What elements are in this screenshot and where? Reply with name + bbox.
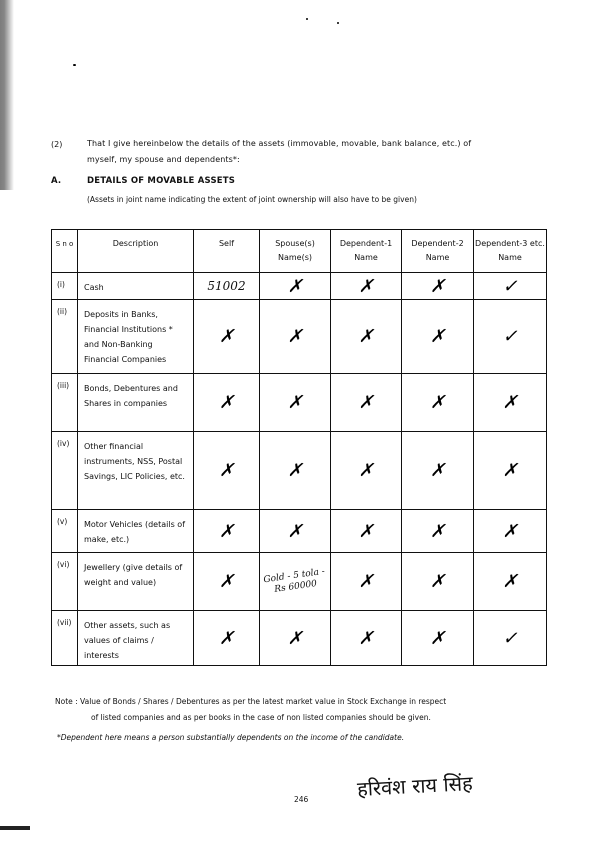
header-self: Self bbox=[194, 230, 260, 273]
cross-mark: ✗ bbox=[429, 392, 446, 413]
intro-line-1: That I give hereinbelow the details of the assets (immovable, movable, bank balance, etc.) of bbox=[87, 139, 472, 148]
cell-spouse bbox=[260, 553, 331, 611]
cross-mark: ✗ bbox=[218, 460, 235, 481]
cross-mark: ✗ bbox=[287, 275, 303, 297]
cross-mark: ✗ bbox=[358, 460, 374, 481]
cell-dependent-2 bbox=[402, 553, 474, 611]
cell-dependent-1 bbox=[331, 432, 402, 510]
row-description: Cash bbox=[78, 273, 194, 300]
cross-mark: ✗ bbox=[429, 627, 446, 649]
section-letter: A. bbox=[51, 176, 62, 186]
header-dependent-2: Dependent-2 Name bbox=[402, 230, 474, 273]
cross-mark: ✗ bbox=[287, 627, 303, 649]
table-row bbox=[52, 300, 547, 374]
scan-edge-shadow bbox=[0, 0, 14, 190]
cross-mark: ✗ bbox=[502, 571, 518, 592]
table-row bbox=[52, 553, 547, 611]
note-line-1: Note : Value of Bonds / Shares / Debentures as per the latest market value in Stock Exchange in respect bbox=[55, 697, 447, 706]
cross-mark: ✗ bbox=[429, 326, 446, 347]
scan-speck bbox=[306, 18, 308, 20]
cell-self bbox=[194, 510, 260, 553]
scan-speck bbox=[337, 22, 339, 24]
table-row bbox=[52, 611, 547, 666]
cell-dependent-3 bbox=[474, 611, 547, 666]
row-description: Bonds, Debentures and Shares in companies bbox=[78, 374, 194, 432]
scan-speck bbox=[73, 64, 76, 66]
cell-dependent-1 bbox=[331, 553, 402, 611]
cell-spouse bbox=[260, 510, 331, 553]
cross-mark: ✗ bbox=[287, 326, 303, 347]
cross-mark: ✗ bbox=[358, 392, 374, 413]
cross-mark: ✗ bbox=[358, 275, 374, 297]
cell-dependent-3 bbox=[474, 553, 547, 611]
table-row bbox=[52, 374, 547, 432]
cell-dependent-1 bbox=[331, 510, 402, 553]
cross-mark: ✗ bbox=[218, 520, 235, 542]
cell-dependent-1 bbox=[331, 374, 402, 432]
cross-mark: ✗ bbox=[287, 392, 303, 413]
tick-mark: ✓ bbox=[502, 326, 518, 347]
handwritten-jewellery-note: Gold - 5 tola - Rs 60000 bbox=[262, 566, 326, 595]
cross-mark: ✗ bbox=[218, 392, 235, 413]
cell-dependent-3 bbox=[474, 510, 547, 553]
cell-self bbox=[194, 300, 260, 374]
cell-dependent-2 bbox=[402, 300, 474, 374]
cell-dependent-2 bbox=[402, 374, 474, 432]
cell-dependent-1 bbox=[331, 611, 402, 666]
cross-mark: ✗ bbox=[358, 627, 374, 649]
header-sno: S n o bbox=[52, 230, 78, 273]
cross-mark: ✗ bbox=[502, 520, 518, 542]
cell-dependent-2 bbox=[402, 510, 474, 553]
cell-spouse bbox=[260, 273, 331, 300]
row-description: Other financial instruments, NSS, Postal Savings, LIC Policies, etc. bbox=[78, 432, 194, 510]
cell-dependent-3 bbox=[474, 374, 547, 432]
cross-mark: ✗ bbox=[218, 627, 235, 649]
section-subtitle: (Assets in joint name indicating the extent of joint ownership will also have to be given) bbox=[87, 195, 417, 204]
cell-dependent-3 bbox=[474, 273, 547, 300]
cross-mark: ✗ bbox=[218, 571, 235, 592]
table-row bbox=[52, 273, 547, 300]
row-sno: (iv) bbox=[52, 432, 78, 510]
note-block bbox=[55, 694, 555, 726]
cell-spouse bbox=[260, 611, 331, 666]
cross-mark: ✗ bbox=[358, 571, 374, 592]
cross-mark: ✗ bbox=[429, 520, 446, 542]
header-spouse: Spouse(s) Name(s) bbox=[260, 230, 331, 273]
cross-mark: ✗ bbox=[502, 460, 518, 481]
row-description: Other assets, such as values of claims / interests bbox=[78, 611, 194, 666]
cross-mark: ✗ bbox=[502, 392, 518, 413]
table-row bbox=[52, 432, 547, 510]
cell-self bbox=[194, 432, 260, 510]
cross-mark: ✗ bbox=[287, 520, 303, 542]
row-description: Jewellery (give details of weight and value) bbox=[78, 553, 194, 611]
signature: हरिवंश राय सिंह bbox=[356, 770, 474, 802]
item-number: (2) bbox=[51, 140, 63, 149]
table-header-row bbox=[52, 230, 547, 273]
cell-spouse bbox=[260, 300, 331, 374]
cross-mark: ✗ bbox=[358, 520, 374, 542]
intro-paragraph bbox=[87, 136, 557, 168]
cross-mark: ✗ bbox=[429, 460, 446, 481]
row-sno: (v) bbox=[52, 510, 78, 553]
row-sno: (i) bbox=[52, 273, 78, 300]
cell-self bbox=[194, 374, 260, 432]
cell-spouse bbox=[260, 374, 331, 432]
handwritten-amount: 51002 bbox=[207, 279, 246, 293]
cell-self bbox=[194, 273, 260, 300]
header-dependent-1: Dependent-1 Name bbox=[331, 230, 402, 273]
cell-dependent-1 bbox=[331, 300, 402, 374]
intro-line-2: myself, my spouse and dependents*: bbox=[87, 155, 240, 164]
scan-edge-mark bbox=[0, 826, 30, 830]
note-line-2: of listed companies and as per books in the case of non listed companies should be given. bbox=[91, 713, 431, 722]
cell-dependent-2 bbox=[402, 432, 474, 510]
cross-mark: ✗ bbox=[287, 460, 303, 481]
cross-mark: ✗ bbox=[358, 326, 374, 347]
page-number: 246 bbox=[294, 795, 309, 804]
row-sno: (ii) bbox=[52, 300, 78, 374]
cell-dependent-2 bbox=[402, 611, 474, 666]
tick-mark: ✓ bbox=[502, 627, 518, 649]
dependent-note: *Dependent here means a person substantially dependents on the income of the candidate. bbox=[57, 733, 405, 742]
cell-self bbox=[194, 611, 260, 666]
row-sno: (vi) bbox=[52, 553, 78, 611]
cell-dependent-1 bbox=[331, 273, 402, 300]
cross-mark: ✗ bbox=[429, 275, 446, 297]
row-sno: (vii) bbox=[52, 611, 78, 666]
cell-dependent-3 bbox=[474, 432, 547, 510]
section-title: DETAILS OF MOVABLE ASSETS bbox=[87, 176, 236, 186]
cross-mark: ✗ bbox=[218, 326, 235, 347]
header-dependent-3: Dependent-3 etc. Name bbox=[474, 230, 547, 273]
row-sno: (iii) bbox=[52, 374, 78, 432]
movable-assets-table bbox=[51, 229, 547, 666]
row-description: Motor Vehicles (details of make, etc.) bbox=[78, 510, 194, 553]
tick-mark: ✓ bbox=[502, 275, 518, 297]
cell-spouse bbox=[260, 432, 331, 510]
cell-self bbox=[194, 553, 260, 611]
cell-dependent-2 bbox=[402, 273, 474, 300]
cross-mark: ✗ bbox=[429, 571, 446, 592]
table-row bbox=[52, 510, 547, 553]
row-description: Deposits in Banks, Financial Institutions * and Non-Banking Financial Companies bbox=[78, 300, 194, 374]
cell-dependent-3 bbox=[474, 300, 547, 374]
header-description: Description bbox=[78, 230, 194, 273]
